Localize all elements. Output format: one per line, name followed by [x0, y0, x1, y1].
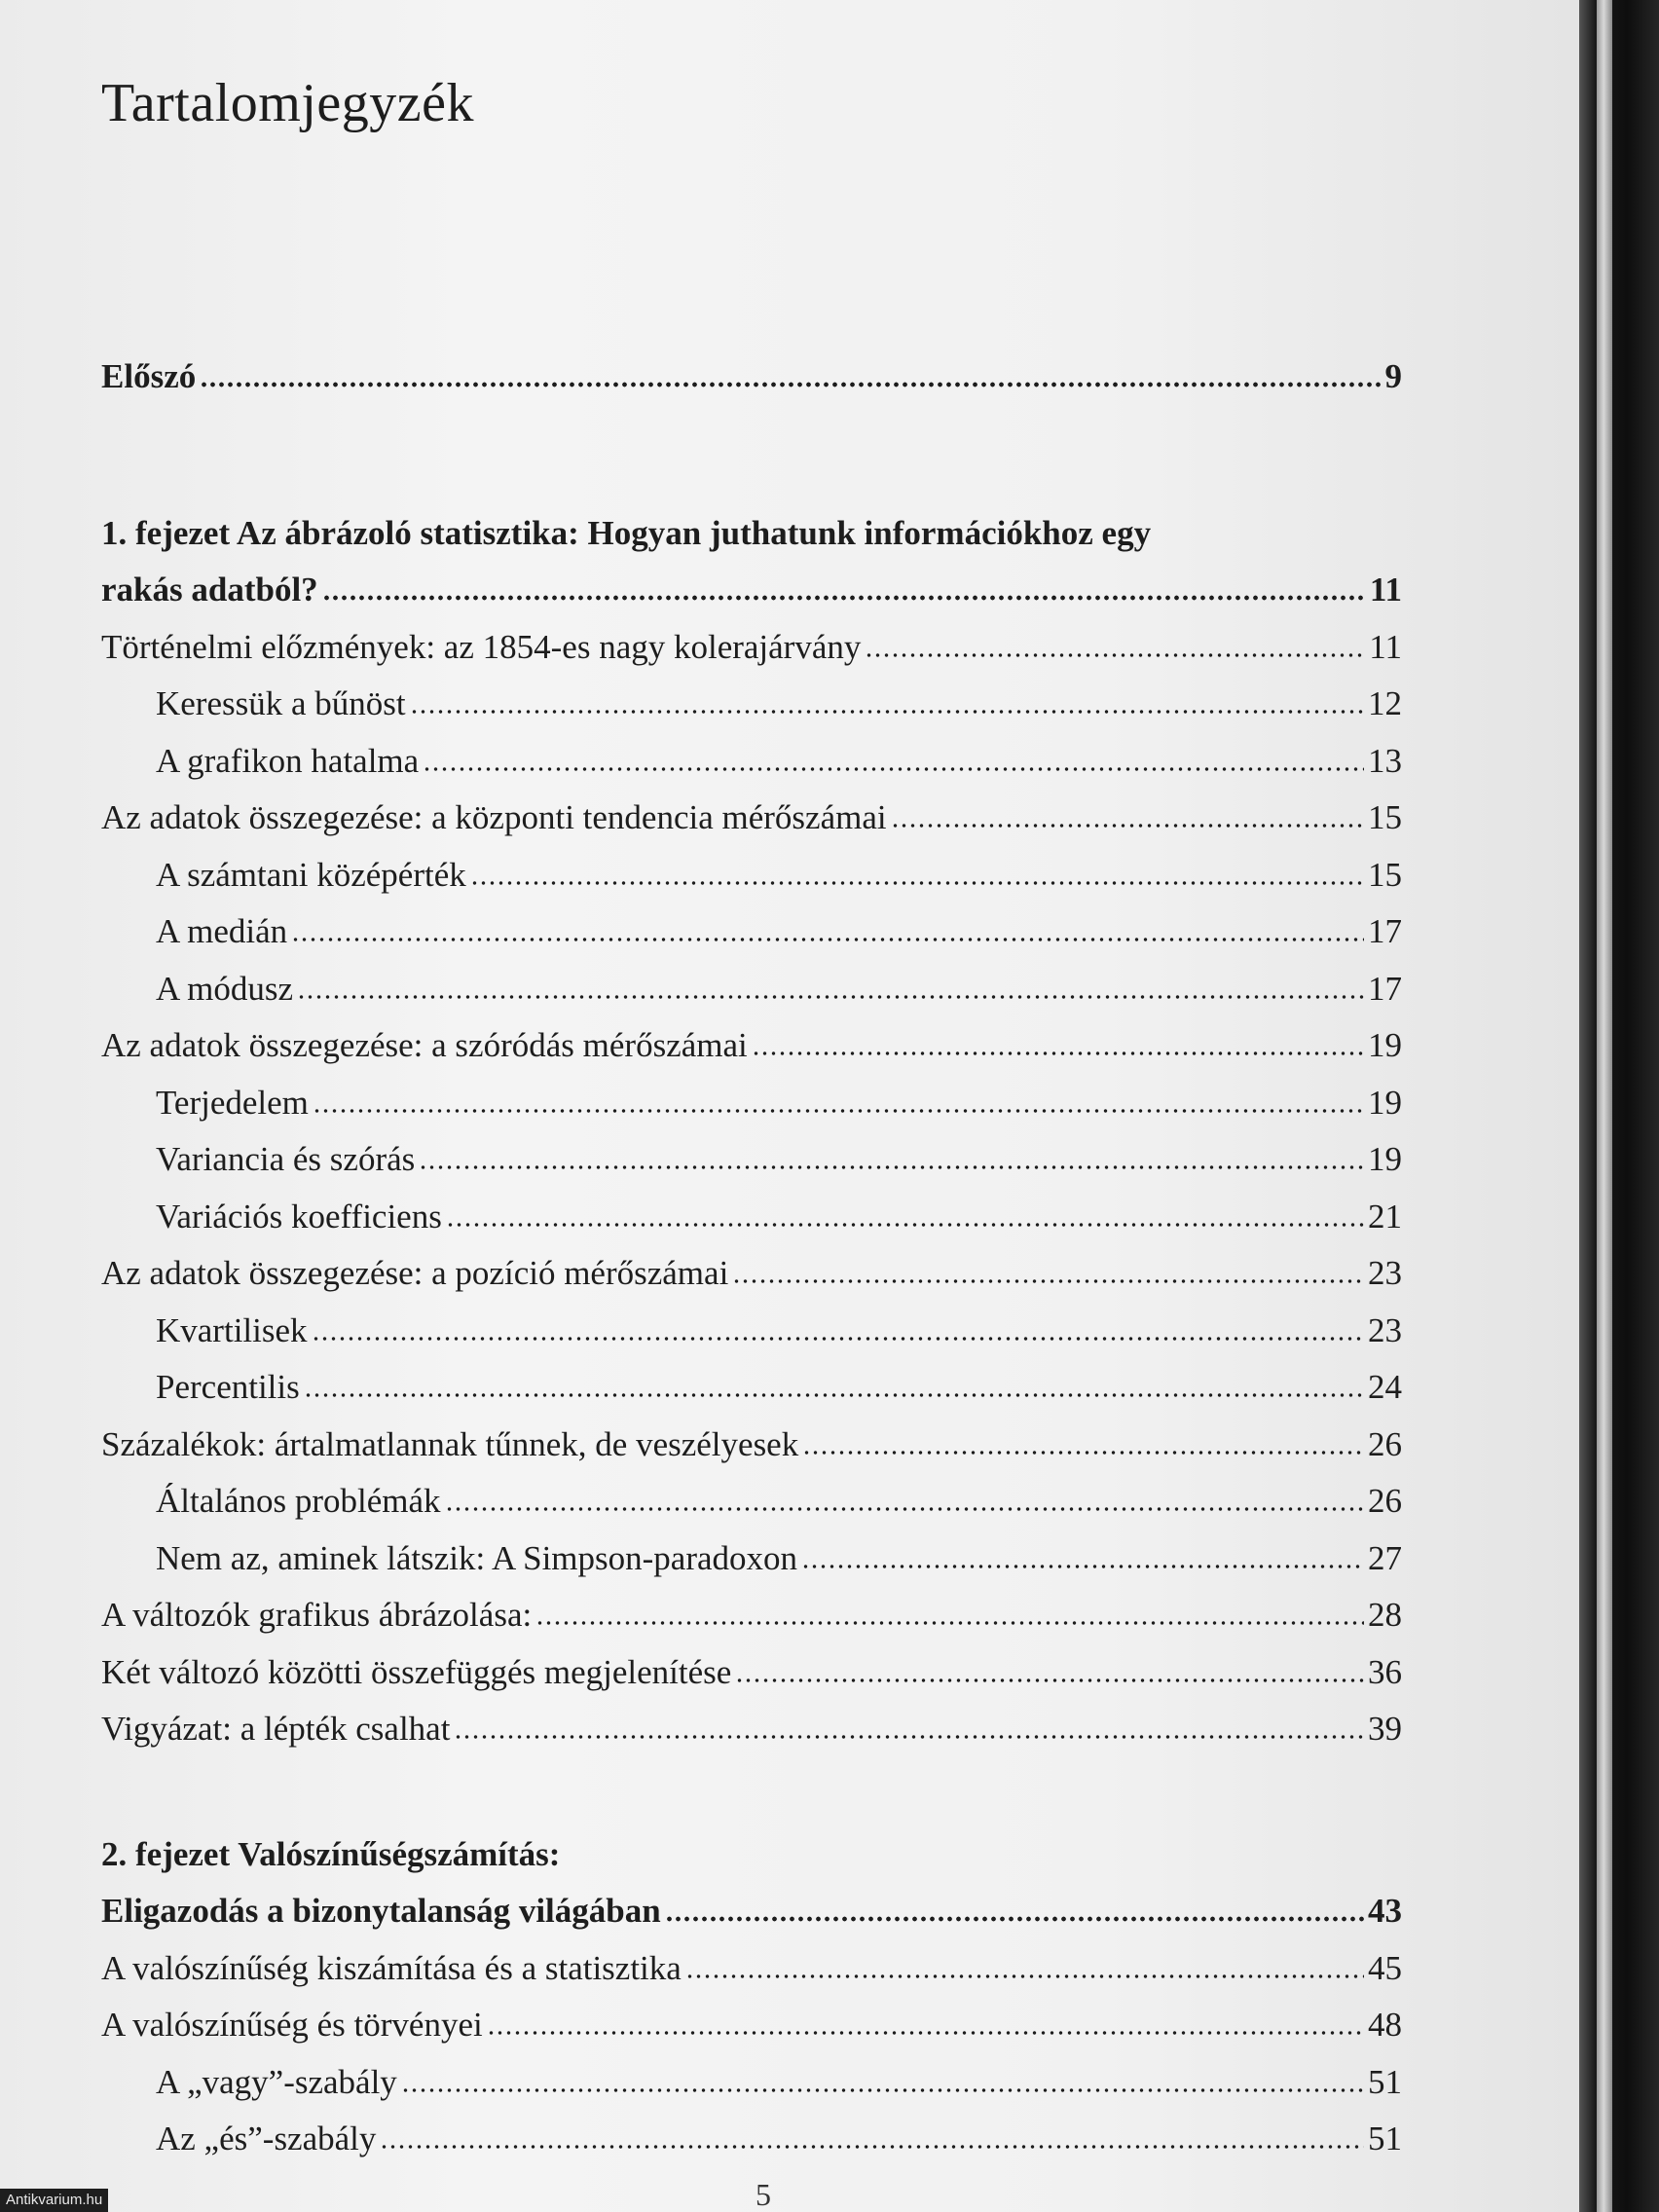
dot-leader — [200, 382, 1381, 387]
toc-entry-label: A változók grafikus ábrázolása: — [101, 1596, 533, 1634]
toc-entry-label: rakás adatból? — [101, 571, 318, 608]
toc-entry-label: Eligazodás a bizonytalanság világában — [101, 1892, 661, 1930]
page-number: 5 — [756, 2177, 771, 2212]
toc-entry-page: 23 — [1368, 1310, 1402, 1349]
toc-entry-chapter1[interactable] — [101, 562, 1402, 619]
toc-entry[interactable] — [101, 619, 1402, 677]
dot-leader — [487, 2030, 1364, 2036]
chapter2-entries — [101, 1940, 1402, 2168]
toc-entry-label: A módusz — [156, 969, 293, 1008]
toc-entry[interactable] — [101, 1587, 1402, 1644]
toc-entry-page: 23 — [1368, 1254, 1402, 1292]
toc-entry-label: Vigyázat: a lépték csalhat — [101, 1710, 451, 1748]
toc-entry-page: 15 — [1368, 855, 1402, 894]
toc-entry-label: Az adatok összegezése: a pozíció mérőszámai — [101, 1254, 729, 1292]
toc-entry-page: 51 — [1368, 2120, 1402, 2157]
dot-leader — [685, 1973, 1364, 1979]
toc-entry-label: Történelmi előzmények: az 1854-es nagy kolerajárvány — [101, 627, 862, 666]
dot-leader — [423, 766, 1364, 772]
dot-leader — [304, 1392, 1364, 1398]
dot-leader — [454, 1734, 1364, 1740]
toc-entry-label: Keressük a bűnöst — [156, 684, 406, 722]
toc-entry[interactable] — [101, 1245, 1402, 1303]
toc-entry[interactable] — [101, 2054, 1402, 2112]
dot-leader — [401, 2087, 1364, 2093]
toc-entry-label: Százalékok: ártalmatlannak tűnnek, de veszélyesek — [101, 1424, 799, 1463]
toc-entry-page: 28 — [1368, 1596, 1402, 1634]
spacer — [101, 406, 1402, 505]
toc-entry-page: 19 — [1368, 1083, 1402, 1122]
page-title: Tartalomjegyzék — [101, 73, 474, 133]
toc-entry-label: A „vagy”-szabály — [156, 2062, 397, 2101]
toc-entry-page: 15 — [1368, 798, 1402, 836]
toc-entry[interactable] — [101, 733, 1402, 791]
toc-entry-preface[interactable] — [101, 349, 1402, 406]
toc-entry-page: 48 — [1368, 2006, 1402, 2044]
page-edge — [1597, 0, 1612, 2212]
toc-entry[interactable] — [101, 1189, 1402, 1246]
toc-entry-label: Az adatok összegezése: a szóródás mérőszámai — [101, 1026, 748, 1064]
toc-entry-label: Variancia és szórás — [156, 1140, 416, 1178]
toc-entry[interactable] — [101, 1997, 1402, 2054]
dot-leader — [446, 1222, 1364, 1228]
dot-leader — [802, 1450, 1364, 1456]
toc-entry-page: 45 — [1368, 1948, 1402, 1987]
toc-entry-label: Előszó — [101, 357, 197, 395]
toc-entry[interactable] — [101, 1075, 1402, 1132]
toc-entry-page: 13 — [1368, 741, 1402, 780]
dot-leader — [865, 652, 1365, 658]
book-spine-shadow — [1579, 0, 1659, 2212]
toc-entry[interactable] — [101, 1359, 1402, 1417]
toc-entry-page: 19 — [1368, 1026, 1402, 1064]
dot-leader — [312, 1336, 1364, 1342]
toc-entry-page: 27 — [1368, 1538, 1402, 1577]
dot-leader — [313, 1108, 1364, 1114]
toc-entry-page: 51 — [1368, 2062, 1402, 2101]
toc-entry-label: Általános problémák — [156, 1482, 441, 1520]
toc-entry-page: 43 — [1368, 1892, 1402, 1930]
toc-entry[interactable] — [101, 903, 1402, 961]
toc-entry-page: 19 — [1368, 1140, 1402, 1178]
toc-entry-page: 21 — [1368, 1197, 1402, 1235]
toc-entry-page: 39 — [1368, 1710, 1402, 1748]
toc-entry-page: 17 — [1368, 912, 1402, 950]
toc-entry-label: Az adatok összegezése: a központi tendencia mérőszámai — [101, 798, 887, 836]
toc-entry[interactable] — [101, 1530, 1402, 1588]
toc-entry-label: A grafikon hatalma — [156, 741, 420, 780]
table-of-contents — [101, 349, 1402, 2168]
toc-entry-page: 36 — [1368, 1652, 1402, 1691]
chapter1-heading[interactable]: 1. fejezet Az ábrázoló statisztika: Hogyan juthatunk információkhoz egy — [101, 513, 1152, 552]
toc-entry-page: 24 — [1368, 1368, 1402, 1406]
toc-entry-label: Az „és”-szabály — [156, 2120, 377, 2157]
toc-entry[interactable] — [101, 1417, 1402, 1474]
toc-entry-label: Két változó közötti összefüggés megjelenítése — [101, 1652, 732, 1691]
dot-leader — [752, 1051, 1364, 1056]
dot-leader — [535, 1620, 1364, 1626]
watermark: Antikvarium.hu — [0, 2189, 108, 2212]
toc-entry[interactable] — [101, 1940, 1402, 1998]
toc-entry-label: Terjedelem — [156, 1083, 309, 1122]
dot-leader — [322, 595, 1366, 601]
toc-entry[interactable] — [101, 1303, 1402, 1360]
dot-leader — [732, 1278, 1364, 1284]
toc-entry[interactable] — [101, 790, 1402, 847]
toc-entry-page: 26 — [1368, 1482, 1402, 1520]
toc-entry-label: A medián — [156, 912, 288, 950]
toc-entry-page: 17 — [1368, 969, 1402, 1008]
toc-entry-label: Nem az, aminek látszik: A Simpson-paradoxon — [156, 1538, 798, 1577]
toc-entry-label: Variációs koefficiens — [156, 1197, 442, 1235]
toc-entry[interactable] — [101, 676, 1402, 733]
spacer — [101, 1758, 1402, 1826]
toc-entry[interactable] — [101, 1131, 1402, 1189]
toc-entry-page: 11 — [1369, 571, 1402, 608]
dot-leader — [891, 823, 1364, 829]
toc-entry[interactable] — [101, 847, 1402, 904]
toc-entry-label: Kvartilisek — [156, 1310, 308, 1349]
toc-entry[interactable] — [101, 1644, 1402, 1702]
toc-entry[interactable] — [101, 2111, 1402, 2168]
toc-entry[interactable] — [101, 1473, 1402, 1530]
dot-leader — [735, 1677, 1364, 1683]
toc-entry-label: A számtani középérték — [156, 855, 466, 894]
chapter2-heading[interactable]: 2. fejezet Valószínűségszámítás: — [101, 1834, 561, 1873]
dot-leader — [665, 1916, 1364, 1922]
show-through — [623, 84, 630, 114]
toc-entry-page: 12 — [1368, 684, 1402, 722]
dot-leader — [410, 709, 1364, 715]
toc-entry[interactable] — [101, 1017, 1402, 1075]
toc-entry-label: A valószínűség és törvényei — [101, 2006, 483, 2044]
chapter1-entries — [101, 619, 1402, 1758]
dot-leader — [380, 2144, 1364, 2150]
dot-leader — [297, 994, 1364, 1000]
toc-entry-chapter2[interactable] — [101, 1883, 1402, 1940]
toc-entry-label: Percentilis — [156, 1368, 300, 1406]
toc-entry-page: 26 — [1368, 1424, 1402, 1463]
toc-entry[interactable] — [101, 1701, 1402, 1758]
toc-entry-label: A valószínűség kiszámítása és a statisztika — [101, 1948, 682, 1987]
dot-leader — [291, 937, 1364, 942]
dot-leader — [470, 880, 1364, 886]
dot-leader — [801, 1564, 1364, 1569]
dot-leader — [445, 1506, 1364, 1512]
toc-entry-page: 11 — [1369, 627, 1402, 666]
toc-entry[interactable] — [101, 961, 1402, 1018]
toc-entry-page: 9 — [1384, 357, 1402, 395]
dot-leader — [419, 1164, 1364, 1170]
